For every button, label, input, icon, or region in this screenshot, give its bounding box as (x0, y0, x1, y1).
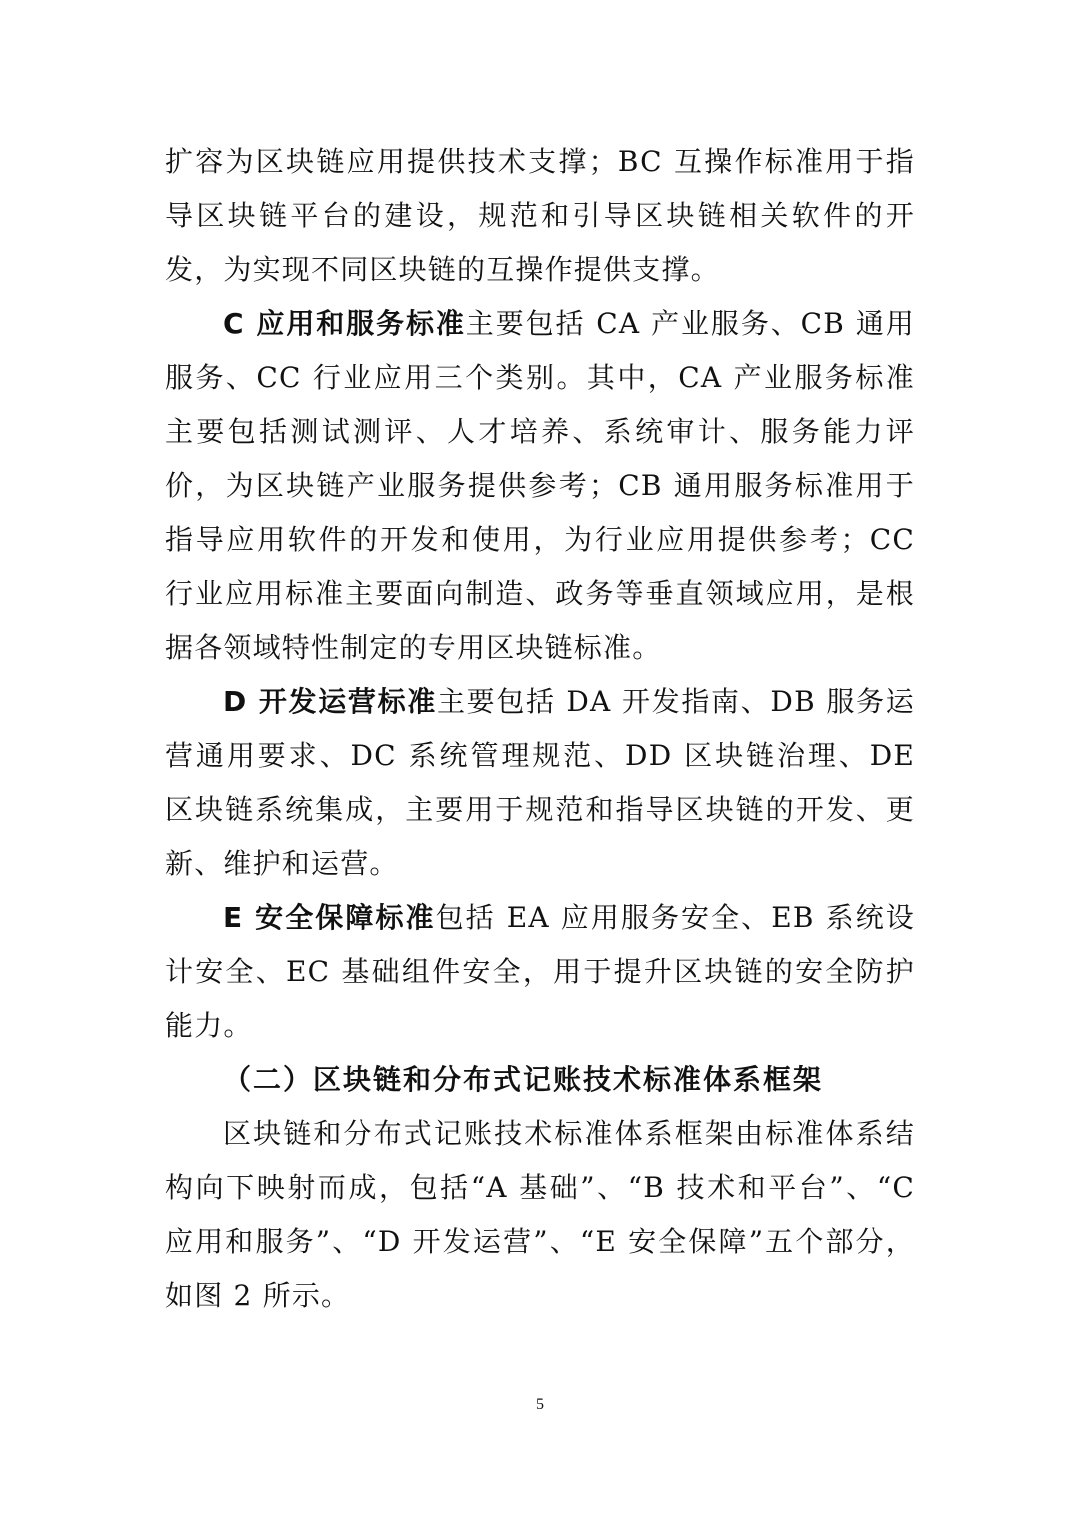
paragraph-text: 包括 EA 应用服务安全、EB 系统设计安全、EC 基础组件安全，用于提升区块链的安全防护能力。 (165, 901, 915, 1042)
paragraph-text: 主要包括 DA 开发指南、DB 服务运营通用要求、DC 系统管理规范、DD 区块链治理、DE 区块链系统集成，主要用于规范和指导区块链的开发、更新、维护和运营。 (165, 685, 916, 880)
section-heading: （二）区块链和分布式记账技术标准体系框架 (223, 1063, 824, 1096)
document-body (165, 135, 915, 1323)
paragraph-text: 扩容为区块链应用提供技术支撑；BC 互操作标准用于指导区块链平台的建设，规范和引导区块链相关软件的开发，为实现不同区块链的互操作提供支撑。 (165, 145, 915, 286)
paragraph-lead-c: C 应用和服务标准 (223, 307, 466, 340)
paragraph-text: 主要包括 CA 产业服务、CB 通用服务、CC 行业应用三个类别。其中，CA 产业服务标准主要包括测试测评、人才培养、系统审计、服务能力评价，为区块链产业服务提供参考；CB 通用服务标准用于指导应用软件的开发和使用，为行业应用提供参考；CC 行业应用标准主要面向制造、政务等垂直领域应用，是根据各领域特性制定的专用区块链标准。 (165, 307, 915, 664)
paragraph-framework-summary: 区块链和分布式记账技术标准体系框架由标准体系结构向下映射而成，包括“A 基础”、“B 技术和平台”、“C 应用和服务”、“D 开发运营”、“E 安全保障”五个部分，如图 2 所示。 (165, 1117, 915, 1312)
paragraph-bc-interop (165, 135, 915, 297)
paragraph-lead-d: D 开发运营标准 (223, 685, 437, 718)
page-number: 5 (536, 1396, 544, 1413)
paragraph-d-dev-ops (165, 675, 915, 891)
paragraph-e-security (165, 891, 915, 1053)
paragraph-c-application-service (165, 297, 915, 675)
paragraph-lead-e: E 安全保障标准 (223, 901, 436, 934)
